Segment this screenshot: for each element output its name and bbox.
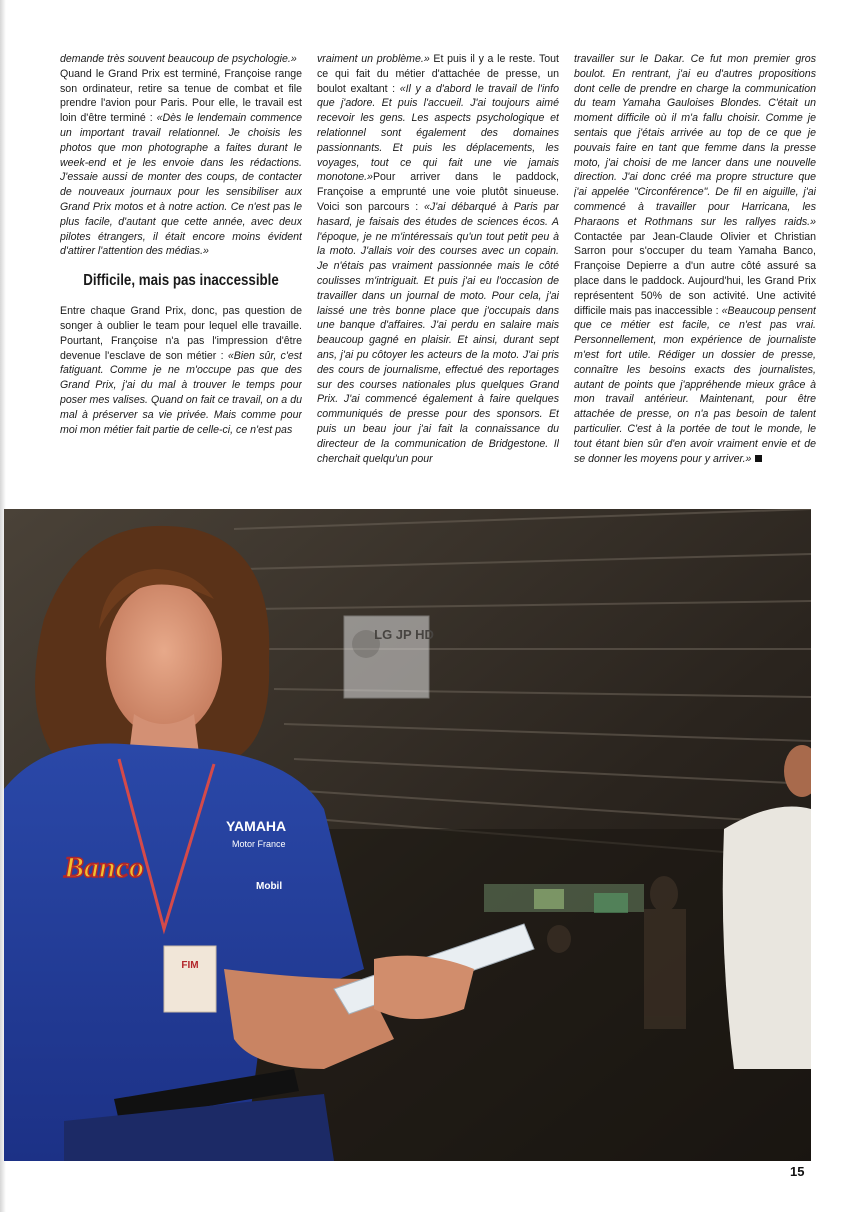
paragraph-quote: «Dès le lendemain commence un important travail relationnel. Je choisis les photos que mon photographe a faites durant le week-end et je les envoie dans les rédactions. J'essaie aussi de monter des coups, de contacter de nouveaux journaux pour les sensibiliser aux Grand Prix motos et à notre action. Ce n'est pas le plus facile, d'autant que cette année, avec deux pilotes étrangers, il était encore moins évident d'attirer l'attention des médias.»: [60, 112, 302, 258]
shirt-sponsor-2: Mobil: [256, 881, 283, 892]
paragraph-quote: vraiment un problème.»: [317, 53, 430, 65]
shirt-brand-logo: YAMAHA: [226, 818, 287, 834]
watermark-text: LG JP HD: [374, 627, 434, 642]
paragraph-text: Entre chaque Grand Prix, donc, pas question de songer à oublier le team pour lequel elle travaille. Pourtant, Françoise n'a pas l'impression d'être devenue l'esclave de son métier :: [60, 305, 302, 362]
photo-illustration: [4, 509, 811, 1161]
text-column-3: [574, 52, 816, 502]
paragraph-text: Contactée par Jean-Claude Olivier et Christian Sarron pour s'occuper du team Yamaha Banco, Françoise Depierre a d'un autre côté assuré sa place dans le paddock. Aujourd'hui, les Grand Prix représentent 50% de son activité. Une activité difficile mais pas inaccessible :: [574, 230, 816, 317]
shirt-team-text: Motor France: [232, 839, 286, 849]
text-column-2: [317, 52, 559, 502]
paragraph-quote: travailler sur le Dakar. Ce fut mon premier gros boulot. En rentrant, j'ai eu d'autres propositions dont celle de prendre en charge la communication du team Yamaha Gauloises Blondes. C'était un moment difficile où il m'a fallu choisir. Comme je sentais que j'étais arrivée au top de ce que je pouvais faire en tant que femme dans la presse moto, j'ai choisi de me lancer dans une nouvelle direction. J'ai donc créé ma propre structure que j'ai appelée "Circonférence". De fil en aiguille, j'ai commencé à travailler pour Harricana, les Pharaons et Rothmans sur les rallyes raids.»: [574, 53, 816, 228]
paragraph-quote: «Bien sûr, c'est fatiguant. Comme je ne m'occupe pas que des Grand Prix, j'ai du mal à trouver le temps pour poser mes valises. Quand on fait ce travail, on a du mal à préserver sa vie privée. Mais comme pour moi mon métier fait partie de celle-ci, ce n'est pas: [60, 349, 302, 436]
article-body: [60, 52, 816, 502]
watermark-logo: [344, 616, 434, 698]
paragraph: [60, 304, 302, 437]
page-number: 15: [790, 1164, 805, 1179]
paragraph-quote: «J'ai débarqué à Paris par hasard, je faisais des études de sciences écos. A l'époque, je ne m'intéressais qu'un tout petit peu à la moto. J'allais voir des courses avec un copain. Je n'étais pas vraiment passionnée mais le côté coulisses m'intriguait. Et puis j'ai eu l'occasion de travailler dans un journal de moto. Pour cela, j'ai laissé une très bonne place que j'occupais dans une banque d'affaires. J'ai perdu en salaire mais beaucoup gagné en plaisir. Et ainsi, durant sept ans, j'ai pu côtoyer les acteurs de la moto. J'ai pris des cours de journalisme, effectué des reportages sur des courses nationales plus quelques Grand Prix. J'ai commencé également à faire quelques communiqués de presse pour des sponsors. Et puis un beau jour j'ai fait la connaissance du directeur de la communication de Bridgestone. Il cherchait quelqu'un pour: [317, 200, 559, 465]
text-column-1: [60, 52, 302, 502]
paragraph-text: Pour arriver dans le paddock, Françoise a emprunté une voie plutôt sinueuse. Voici son parcours :: [317, 171, 559, 213]
badge-label: FIM: [181, 960, 199, 971]
paragraph-text: Quand le Grand Prix est terminé, Françoise range son ordinateur, retire sa tenue de combat et file prendre l'avion pour Paris. Pour elle, le travail est loin d'être terminé :: [60, 67, 302, 125]
sponsor-logo: Banco: [64, 851, 145, 884]
paragraph-quote: «Beaucoup pensent que ce métier est facile, ce n'est pas vrai. Personnellement, mon expérience de journaliste m'est fort utile. Rédiger un dossier de presse, connaître les besoins exacts des journalistes, autant de points que j'appréhende mieux grâce à mon travail antérieur. Maintenant, pour être attachée de presse, on n'a pas besoin de talent particulier. C'est à la portée de tout le monde, le tout étant bien sûr d'en avoir vraiment envie et de se donner les moyens pour y arriver.»: [574, 304, 816, 465]
end-of-article-mark: [755, 455, 762, 462]
window-light: [594, 893, 628, 913]
subheading: Difficile, mais pas inaccessible: [83, 272, 279, 290]
window-light: [534, 889, 564, 909]
paragraph-quote: «Il y a d'abord le travail de l'info que j'adore. Et puis l'accueil. J'ai toujours aimé recevoir les gens. Les aspects psychologique et relationnel sont également des domaines passionnants. Et puis les déplacements, les voyages, tout ce qui fait une vie jamais monotone.»: [317, 82, 559, 184]
paragraph: [317, 52, 559, 466]
paragraph: demande très souvent beaucoup de psychologie.»: [60, 53, 297, 65]
paragraph: [60, 67, 302, 259]
paragraph: [574, 52, 816, 466]
article-photo: [4, 509, 811, 1161]
paragraph-text: Et puis il y a le reste. Tout ce qui fait du métier d'attachée de presse, un boulot exaltant :: [317, 53, 559, 95]
